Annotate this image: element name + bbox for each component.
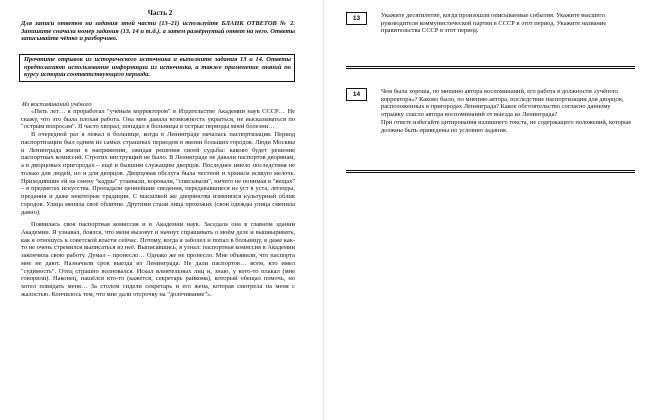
page-divider [323, 0, 324, 420]
question-14-note: При ответе избегайте цитирования излишнего текста, не содержащего положений, которые должны быть приведены по условию задания. [381, 118, 632, 134]
answer-line [346, 170, 635, 171]
task-box: Прочтите отрывок из исторического источника и выполните задания 13 и 14. Ответы предполагают использование информации из источника, а также применение знаний по курсу истории соответствующего периода. [19, 54, 295, 82]
excerpt-paragraph: Появилась своя паспортная комиссия и в Академии наук. Заседала она в главном здании Академии. Я узнавал, боялся, что меня вызовут и начнут спрашивать о моём деле и вышвыривать, как я отношусь к советской власти сейчас. Потому, когда я заболел и попал в больницу, я даже как-то не очень стремился выписаться из неё. Выписавшись, я узнал: паспортная комиссия в Академии закончила свою работу. Думал – пронесло… Однако же не пронесло. Мне объявили, что паспорта мне не дают. Назначили срок выезда из Ленинграда. Не дали паспортов… всем, кто имел "судимость". Отец страшно волновался. Искал влиятельных лиц и, знаю, у кого-то плакал (мне говорили). Наконец, нашёлся кто-то (кажется, секретарь райкома), который обещал помочь, но хотел повидать меня… За столом сидели секретарь и его жена, которая смотрела на меня с жалостью. Кончилось тем, что мне дали отсрочку на "долечивание"». [21, 221, 295, 298]
answer-line [346, 68, 635, 69]
excerpt-paragraph: «Пять лет… я проработал "учёным корректором" в Издательстве Академии наук СССР… Не скажу, что это была плохая работа. Она мне давала возможность укрыться, не высказываться по "острым вопросам". Я часто хворал, попадал в больницы в острые периоды моей болезни… [21, 108, 295, 131]
left-page [0, 0, 320, 420]
right-page [328, 0, 656, 420]
question-number-box: 14 [346, 88, 367, 101]
source-title: Из воспоминаний учёного [22, 101, 92, 108]
part-title: Часть 2 [147, 9, 173, 17]
question-text [381, 12, 635, 35]
answer-line [346, 172, 635, 173]
source-excerpt [21, 108, 295, 299]
instructions: Для записи ответов на задания этой части (13–21) используйте БЛАНК ОТВЕТОВ № 2. Запишите сначала номер задания (13, 14 и т.д.), а затем развёрнутый ответ на него. Ответы записывайте чётко и разборчиво. [21, 20, 295, 43]
question-text [381, 88, 635, 134]
answer-line [346, 66, 635, 67]
excerpt-paragraph: В очередной раз я лежал в больнице, когда в Ленинграде началась паспортизация. Период паспортизации был одним из самых страшных периодов в жизни больших городов. Люди Москвы и Ленинграда жили в напряжении, ожидая решения своей судьбы: каково будет решение паспортных комиссий. Строгих инструкций не было. В Ленинграде не давали паспортов дворянам, а в дворцовых пригородах – ещё и бывшим служащим дворцов. Последнее имело последствия не только для людей, но и для дворцов. Дворцовая обслуга была честной и хранила всякую мелочь. Приходившие ей на смену "кадры" утаивали, воровали, "списывали", ничего не понимая в "вещах" – в предметах искусства. Пропадали ценнейшие сведения, передававшиеся из уст в уста, легенды, предания и даже некоторые традиции. С высылкой же дворянства изменялся культурный облик городов. Улица меняла своё обличие. Другими стали лица прохожих (свои одежды улица сменила давно). [21, 131, 295, 216]
question-13-text: Укажите десятилетие, когда произошли описываемые события. Укажите высшего руководителя коммунистической партии в СССР в этот период. Укажите название правительства СССР в этот период. [381, 12, 607, 35]
question-number-box: 13 [346, 12, 367, 25]
question-14-text: Чем была хороша, по мнению автора воспоминаний, его работа в должности «учёного корректора»? Каково было, по мнению автора, последствие паспортизации для дворцов, расположенных в пригородах Ленинграда? Какое обстоятельство согласно данному отрывку спасло автора воспоминаний от выезда из Ленинграда? [381, 88, 624, 119]
